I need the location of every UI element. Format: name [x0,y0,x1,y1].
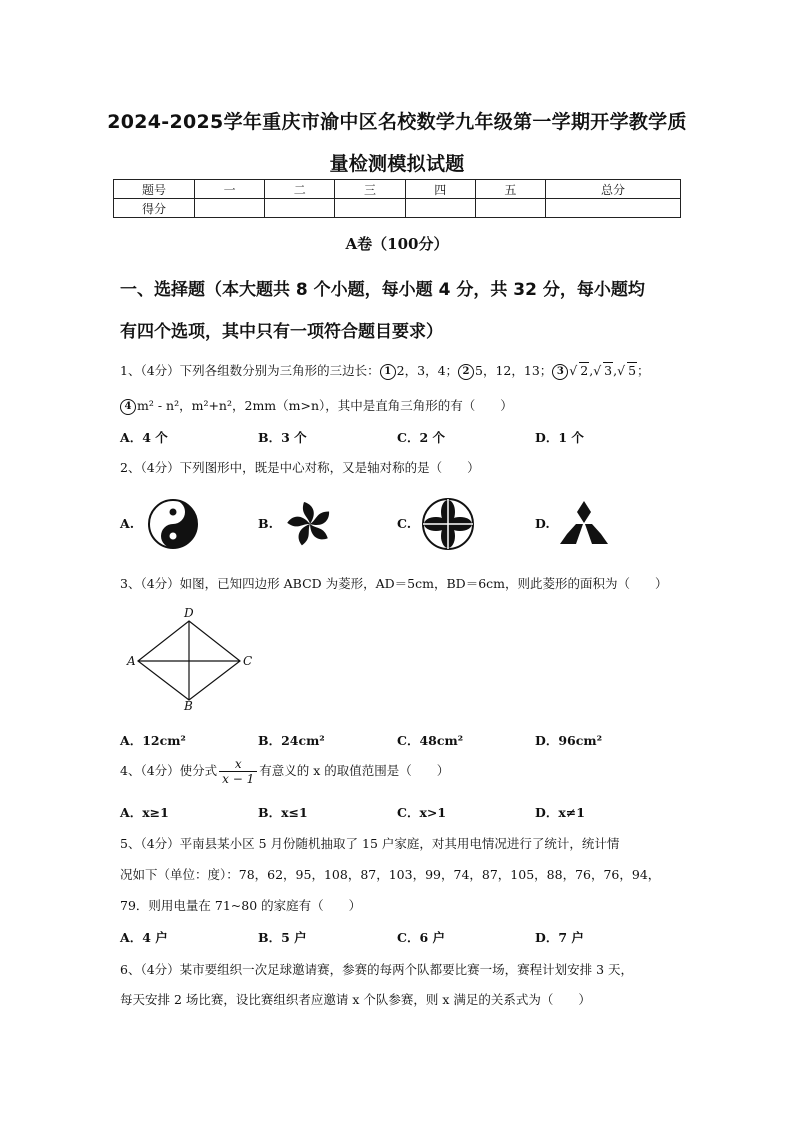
q3-option-b[interactable]: B．24cm² [258,733,325,748]
q4-option-d[interactable]: D．x≠1 [535,805,585,820]
q5-option-c[interactable]: C．6 户 [397,930,445,945]
exam-title-line1: 2024-2025学年重庆市渝中区名校数学九年级第一学期开学教学质 [107,111,687,133]
q1-prefix: 1、（4分）下列各组数分别为三角形的三边长： [120,363,380,378]
yin-yang-icon [147,498,199,550]
score-header-cell: 总分 [546,180,681,199]
score-header-cell: 三 [335,180,405,199]
question-5-line3: 79．则用电量在 71~80 的家庭有（ ） [120,898,362,913]
score-row-label: 得分 [114,199,195,218]
q1-group2: 5，12，13； [475,363,553,378]
four-petal-circle-icon [421,497,475,551]
question-1-line2 [120,396,513,415]
question-6-line1: 6、（4分）某市要组织一次足球邀请赛，参赛的每两个队都要比赛一场，赛程计划安排 3 天， [120,962,634,977]
vertex-label-d: D [184,606,194,620]
q1-option-b[interactable]: B．3 个 [258,430,307,445]
q4-suffix: 有意义的 x 的取值范围是（ ） [259,763,450,778]
score-input-cell[interactable] [546,199,681,218]
q5-option-d[interactable]: D．7 户 [535,930,584,945]
q1-option-d[interactable]: D．1 个 [535,430,584,445]
sqrt-2: 2 [580,363,589,378]
vertex-label-c: C [243,654,253,668]
q1-group1: 2，3，4； [396,363,459,378]
score-header-cell: 二 [265,180,335,199]
pinwheel-icon [284,498,336,550]
question-2-text: 2、（4分）下列图形中，既是中心对称，又是轴对称的是（ ） [120,460,480,475]
question-1-line1: 1、（4分）下列各组数分别为三角形的三边长： 1 2，3，4； 2 5，12，13； 3 √ 2,√ 3,√ 5； [120,363,650,378]
score-input-cell[interactable] [265,199,335,218]
score-input-cell[interactable] [405,199,475,218]
q4-option-b[interactable]: B．x≤1 [258,805,308,820]
sqrt-3: 3 [604,363,613,378]
circled-3-icon: 3 [552,364,568,380]
q4-option-c[interactable]: C．x>1 [397,805,447,820]
q3-option-a[interactable]: A．12cm² [120,733,186,748]
score-input-cell[interactable] [335,199,405,218]
score-header-cell: 四 [405,180,475,199]
q3-option-c[interactable]: C．48cm² [397,733,464,748]
question-4 [120,757,449,786]
exam-title-line2: 量检测模拟试题 [329,153,465,175]
q4-option-a[interactable]: A．x≥1 [120,805,169,820]
score-table [113,179,681,218]
fraction-denominator: x − 1 [222,772,255,786]
q2-option-b-label[interactable]: B. [258,516,273,531]
score-table-score-row [114,199,681,218]
section-heading-line2: 有四个选项，其中只有一项符合题目要求） [120,322,443,342]
vertex-label-b: B [184,699,193,712]
sqrt-5: 5 [628,363,637,378]
score-header-cell: 题号 [114,180,195,199]
q2-option-c-label[interactable]: C. [397,516,412,531]
score-header-cell: 一 [195,180,265,199]
volume-heading: A卷（100分） [345,235,449,253]
q1-option-a[interactable]: A．4 个 [120,430,168,445]
circled-1-icon: 1 [380,364,396,380]
question-6-line2: 每天安排 2 场比赛，设比赛组织者应邀请 x 个队参赛，则 x 满足的关系式为（ ） [120,992,591,1007]
score-header-cell: 五 [475,180,545,199]
q3-option-d[interactable]: D．96cm² [535,733,603,748]
score-input-cell[interactable] [195,199,265,218]
three-diamonds-icon [559,500,609,546]
q1-group3-end: ； [637,363,650,378]
circled-4-icon: 4 [120,399,136,415]
q2-option-a-label[interactable]: A. [120,516,135,531]
rhombus-diagram [126,604,256,712]
section-heading-line1: 一、选择题（本大题共 8 个小题，每小题 4 分，共 32 分，每小题均 [120,280,645,300]
circled-2-icon: 2 [458,364,474,380]
score-table-header-row [114,180,681,199]
question-5-line2: 况如下（单位：度）：78，62，95，108，87，103，99，74，87，105，88，76，76，94， [120,867,661,882]
fraction-numerator: x [219,757,257,772]
fraction-x-over-x-minus-1 [219,757,257,786]
q2-option-d-label[interactable]: D. [535,516,550,531]
vertex-label-a: A [127,654,136,668]
q1-group4: m² - n²，m²+n²，2mm（m>n），其中是直角三角形的有（ ） [137,398,513,413]
score-input-cell[interactable] [475,199,545,218]
q1-option-c[interactable]: C．2 个 [397,430,445,445]
q4-prefix: 4、（4分）使分式 [120,763,218,778]
question-5-line1: 5、（4分）平南县某小区 5 月份随机抽取了 15 户家庭，对其用电情况进行了统计，统计情 [120,836,620,851]
question-3-text: 3、（4分）如图，已知四边形 ABCD 为菱形，AD＝5cm，BD＝6cm，则此菱形的面积为（ ） [120,576,668,591]
q5-option-a[interactable]: A．4 户 [120,930,168,945]
q5-option-b[interactable]: B．5 户 [258,930,307,945]
